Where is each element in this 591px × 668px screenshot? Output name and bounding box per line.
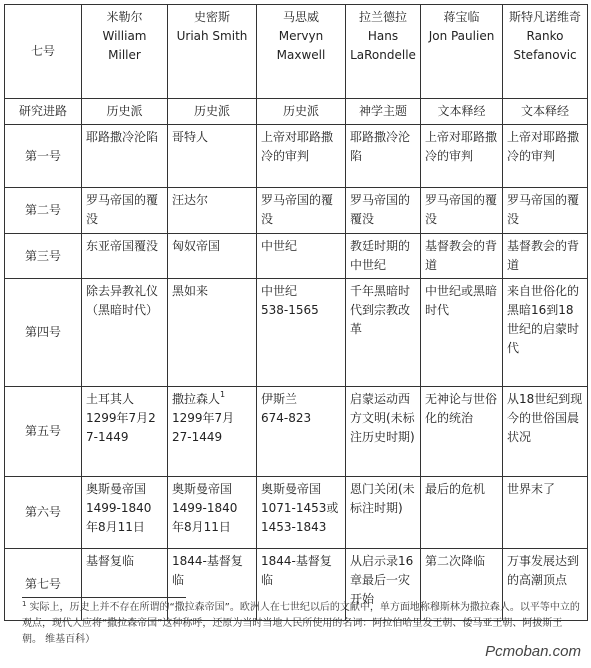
table-cell: 土耳其人 1299年7月27-1449	[82, 387, 168, 477]
table-cell: 罗马帝国的覆没	[503, 188, 588, 234]
table-cell: 从18世纪到现今的世俗国晨状况	[503, 387, 588, 477]
table-cell: 第二次降临	[421, 549, 503, 621]
table-cell: 1844-基督复临	[168, 549, 257, 621]
table-cell: 教廷时期的中世纪	[346, 234, 421, 279]
table-cell: 恩门关闭(未标注时期)	[346, 477, 421, 549]
table-cell: 中世纪	[257, 234, 346, 279]
table-cell: 哥特人	[168, 125, 257, 188]
table-cell: 黑如来	[168, 279, 257, 387]
table-cell: 从启示录16章最后一灾开始	[346, 549, 421, 621]
column-header: 史密斯 Uriah Smith	[168, 5, 257, 99]
table-row	[5, 125, 588, 188]
table-cell: 匈奴帝国	[168, 234, 257, 279]
table-cell: 汪达尔	[168, 188, 257, 234]
table-cell: 基督教会的背道	[503, 234, 588, 279]
table-cell: 上帝对耶路撒冷的审判	[503, 125, 588, 188]
approach-cell: 历史派	[82, 99, 168, 125]
table-cell: 除去异教礼仪（黑暗时代）	[82, 279, 168, 387]
approach-label: 研究进路	[5, 99, 82, 125]
approach-row	[5, 99, 588, 125]
table-cell: 耶路撒冷沦陷	[82, 125, 168, 188]
row-label: 第一号	[5, 125, 82, 188]
table-cell: 奥斯曼帝国 1499-1840 年8月11日	[82, 477, 168, 549]
table-cell: 最后的危机	[421, 477, 503, 549]
table-cell: 罗马帝国的覆没	[82, 188, 168, 234]
column-header: 拉兰德拉 Hans LaRondelle	[346, 5, 421, 99]
footnote-text: 实际上，历史上并不存在所谓的“撒拉森帝国”。欧洲人在七世纪以后的文献中，单方面地称穆斯林为撒拉森人。以平等中立的观点，现代人应将“撒拉森帝国”这种称呼，还原为当时当地人民所使用的名词：阿拉伯哈里发王朝、倭马亚王朝、阿拔斯王朝。 维基百科）	[22, 602, 580, 645]
cell-main-text: 撒拉森人	[172, 392, 221, 406]
comparison-table	[4, 4, 588, 621]
table-cell: 上帝对耶路撒冷的审判	[421, 125, 503, 188]
row-label: 第五号	[5, 387, 82, 477]
approach-cell: 神学主题	[346, 99, 421, 125]
corner-label: 七号	[5, 5, 82, 99]
table-cell: 基督复临	[82, 549, 168, 621]
table-cell: 无神论与世俗化的统治	[421, 387, 503, 477]
column-header: 蒋宝临 Jon Paulien	[421, 5, 503, 99]
approach-cell: 历史派	[257, 99, 346, 125]
table-row	[5, 279, 588, 387]
table-cell: 耶路撒冷沦陷	[346, 125, 421, 188]
footnote-mark: 1	[22, 600, 27, 608]
column-header: 马思威 Mervyn Maxwell	[257, 5, 346, 99]
footnote	[22, 600, 582, 648]
table-cell: 来自世俗化的黑暗16到18世纪的启蒙时代	[503, 279, 588, 387]
table-row	[5, 188, 588, 234]
table-cell: 千年黑暗时代到宗教改革	[346, 279, 421, 387]
table-cell: 奥斯曼帝国 1499-1840 年8月11日	[168, 477, 257, 549]
row-label: 第二号	[5, 188, 82, 234]
column-header: 斯特凡诺维奇 Ranko Stefanovic	[503, 5, 588, 99]
table-cell: 1844-基督复临	[257, 549, 346, 621]
column-header: 米勒尔 William Miller	[82, 5, 168, 99]
table-row	[5, 387, 588, 477]
approach-cell: 历史派	[168, 99, 257, 125]
row-label: 第三号	[5, 234, 82, 279]
row-label: 第四号	[5, 279, 82, 387]
table-cell: 上帝对耶路撒冷的审判	[257, 125, 346, 188]
row-label: 第七号	[5, 549, 82, 621]
table-cell: 中世纪 538-1565	[257, 279, 346, 387]
table-cell: 罗马帝国的覆没	[421, 188, 503, 234]
table-cell: 罗马帝国的覆没	[257, 188, 346, 234]
table-cell: 基督教会的背道	[421, 234, 503, 279]
table-cell: 罗马帝国的覆没	[346, 188, 421, 234]
footnote-divider	[22, 597, 186, 598]
approach-cell: 文本释经	[421, 99, 503, 125]
table-cell: 中世纪或黑暗时代	[421, 279, 503, 387]
table-cell: 启蒙运动西方文明(未标注历史时期)	[346, 387, 421, 477]
row-label: 第六号	[5, 477, 82, 549]
approach-cell: 文本释经	[503, 99, 588, 125]
cell-date-text: 1299年7月 27-1449	[172, 411, 235, 444]
footnote-ref: 1	[220, 390, 226, 399]
table-cell: 伊斯兰 674-823	[257, 387, 346, 477]
table-cell: 万事发展达到的高潮顶点	[503, 549, 588, 621]
table-row	[5, 234, 588, 279]
table-cell: 世界末了	[503, 477, 588, 549]
table-cell: 东亚帝国覆没	[82, 234, 168, 279]
table-cell	[168, 387, 257, 477]
table-row	[5, 477, 588, 549]
table-cell: 奥斯曼帝国 1071-1453或 1453-1843	[257, 477, 346, 549]
site-watermark: Pcmoban.com	[485, 643, 581, 660]
header-row	[5, 5, 588, 99]
